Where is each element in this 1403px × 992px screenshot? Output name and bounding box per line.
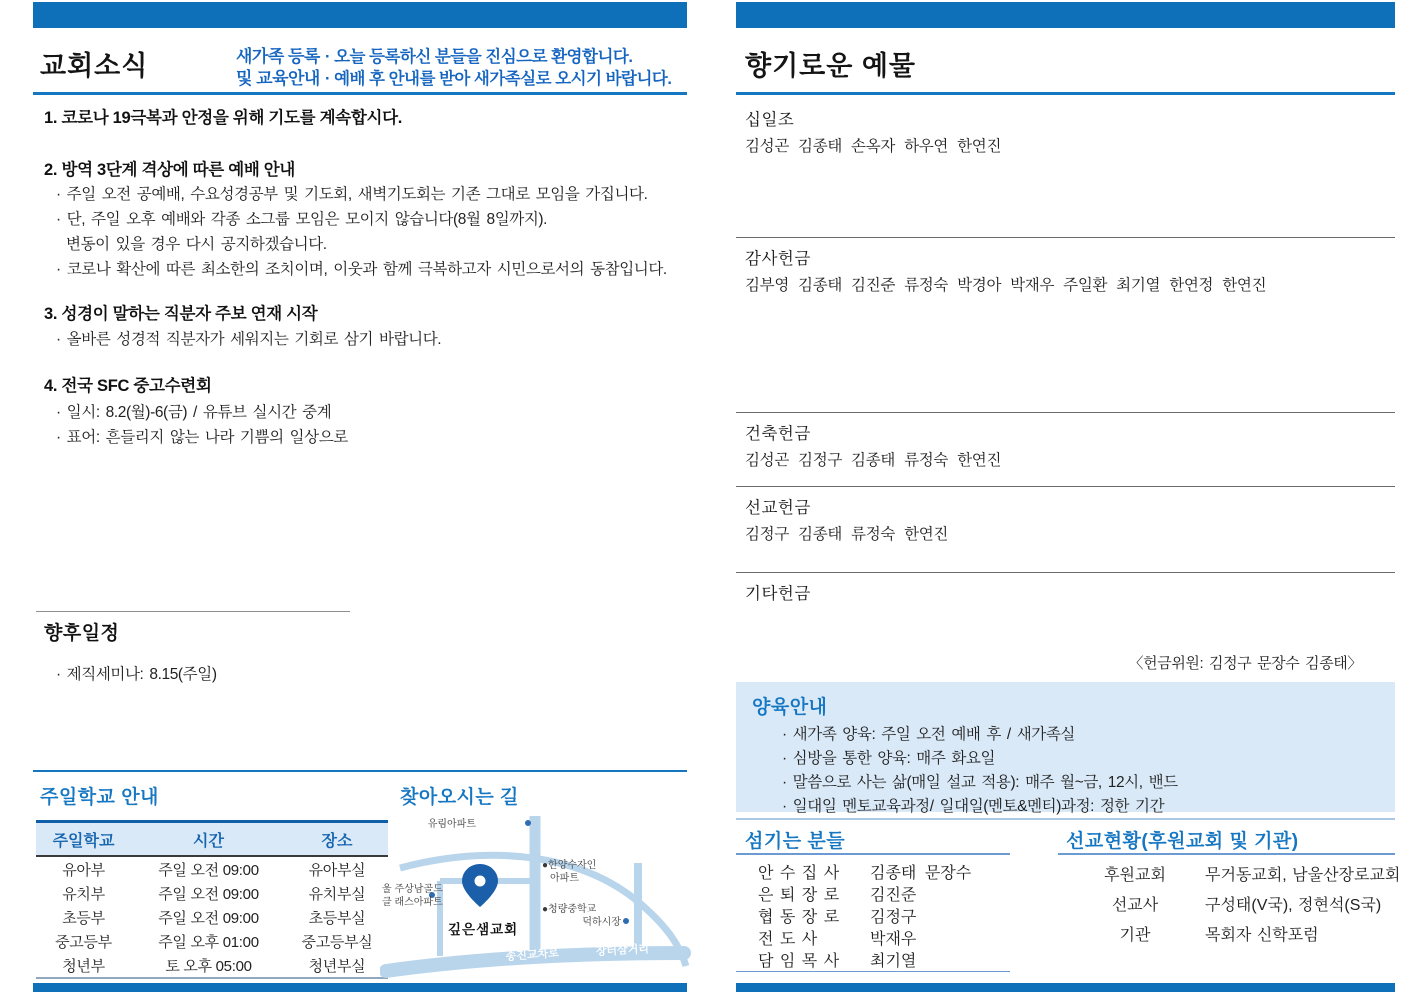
offering-committee: 〈헌금위원: 김정구 문장수 김종태〉 — [1128, 655, 1362, 672]
upcoming-item: · 제직세미나: 8.15(주일) — [56, 666, 217, 683]
servant-role-2: 은 퇴 장 로 — [758, 887, 841, 904]
table-row — [36, 929, 388, 953]
map-label-market: 덕하시장 — [582, 917, 621, 928]
offering-other-title: 기타헌금 — [745, 585, 811, 603]
mission-value-2: 구성태(V국), 정현석(S국) — [1205, 897, 1382, 914]
table-cell: 초등부 — [62, 909, 105, 927]
servant-names-5: 최기열 — [870, 953, 917, 970]
left-top-bar — [33, 2, 687, 28]
newcomer-label-line1: 새가족 등록 — [236, 47, 320, 66]
nurture-item-1: · 새가족 양육: 주일 오전 예배 후 / 새가족실 — [782, 726, 1075, 743]
offering-line-4 — [736, 572, 1395, 573]
table-cell: 청년부실 — [286, 953, 388, 978]
left-page-title: 교회소식 — [40, 51, 149, 81]
missions-underline — [1058, 853, 1395, 855]
table-cell: 중고등부 — [55, 933, 112, 951]
map-label-school: ●청량중학교 — [542, 904, 597, 915]
servant-names-3: 김정구 — [870, 909, 917, 926]
mission-value-3: 목회자 신학포럼 — [1205, 927, 1319, 944]
table-row — [36, 905, 388, 929]
church-pin-dot — [475, 876, 486, 887]
announcement-2-line-1: · 주일 오전 공예배, 수요성경공부 및 기도회, 새벽기도회는 기존 그대로 모임을 가집니다. — [56, 186, 648, 203]
servant-names-4: 박재우 — [870, 931, 917, 948]
table-header-time: 시간 — [131, 822, 286, 857]
table-header-place: 장소 — [286, 822, 388, 857]
announcement-3-title: 3. 성경이 말하는 직분자 주보 연재 시작 — [44, 305, 318, 323]
offering-line-2 — [736, 412, 1395, 413]
left-bottom-bar — [33, 983, 687, 992]
map-label-hanyang-1: ●한양수자인 — [542, 860, 597, 871]
mission-value-1: 무거동교회, 남울산장로교회 — [1205, 867, 1401, 884]
offering-tithe-names: 김성곤 김종태 손옥자 하우연 한연진 — [745, 138, 1002, 155]
newcomer-bullet-1: · 오늘 등록하신 분들을 진심으로 환영합니다. — [325, 48, 633, 66]
right-top-bar — [736, 2, 1395, 28]
map-label-yurim: 유림아파트 — [427, 819, 476, 830]
table-cell: 중고등부실 — [301, 933, 373, 951]
servants-bottom-line — [736, 971, 1010, 972]
servants-title: 섬기는 분들 — [745, 831, 846, 852]
table-header-row — [36, 822, 388, 857]
announcement-2-line-2: · 단, 주일 오후 예배와 각종 소그룹 모임은 모이지 않습니다(8월 8일까지). — [56, 211, 548, 228]
table-cell: 유치부실 — [308, 885, 366, 903]
left-bottom-section-line — [33, 770, 687, 772]
table-row — [36, 881, 388, 905]
left-header-divider — [33, 92, 687, 95]
servants-underline — [736, 853, 1010, 855]
table-cell: 유아부실 — [308, 861, 366, 879]
map-label-gold-2: 클 래스아파트 — [382, 897, 443, 908]
announcement-4-title: 4. 전국 SFC 중고수련회 — [44, 377, 212, 395]
servant-names-1: 김종태 문장수 — [870, 865, 972, 882]
table-cell: 초등부실 — [308, 909, 366, 927]
offering-line-1 — [736, 237, 1395, 238]
upcoming-title: 향후일정 — [44, 623, 120, 644]
poi-dot-market — [623, 918, 629, 924]
map-road-label-1: 송진교차로 — [505, 947, 560, 963]
servant-role-3: 협 동 장 로 — [758, 909, 841, 926]
table-row — [36, 953, 388, 978]
servant-role-1: 안 수 집 사 — [758, 865, 841, 882]
sunday-school-table — [36, 820, 388, 979]
right-page-title: 향기로운 예물 — [745, 51, 916, 81]
offering-thanks-names: 김부영 김종태 김진준 류정숙 박경아 박재우 주일환 최기열 한연정 한연진 — [745, 277, 1267, 294]
directions-map — [380, 808, 692, 984]
map-label-hanyang-2: 아파트 — [550, 873, 579, 884]
poi-dot-yurim — [525, 820, 531, 826]
right-header-divider — [736, 92, 1395, 95]
table-cell: 토 오후 05:00 — [131, 953, 286, 978]
announcement-2-line-3: 변동이 있을 경우 다시 공지하겠습니다. — [66, 236, 327, 253]
servant-names-2: 김진준 — [870, 887, 917, 904]
upcoming-top-line — [36, 611, 350, 612]
announcement-2-line-4: · 코로나 확산에 따른 최소한의 조치이며, 이웃과 함께 극복하고자 시민으로서의 동참입니다. — [56, 261, 667, 278]
announcement-2-title: 2. 방역 3단계 격상에 따른 예배 안내 — [44, 161, 296, 179]
servant-role-4: 전 도 사 — [758, 931, 819, 948]
offering-building-names: 김성곤 김정구 김종태 류정숙 한연진 — [745, 452, 1002, 469]
map-label-gold-1: 울 주상남골드 — [382, 884, 443, 895]
offering-line-3 — [736, 486, 1395, 487]
nurture-item-3: · 말씀으로 사는 삶(매일 설교 적용): 매주 월~금, 12시, 밴드 — [782, 774, 1178, 791]
servant-role-5: 담 임 목 사 — [758, 953, 841, 970]
table-header-dept: 주일학교 — [36, 822, 131, 857]
table-cell: 청년부 — [36, 953, 131, 978]
mission-label-3: 기관 — [1119, 927, 1151, 944]
newcomer-bullet-2: · 예배 후 안내를 받아 새가족실로 오시기 바랍니다. — [325, 70, 672, 88]
offering-mission-title: 선교헌금 — [745, 499, 811, 517]
map-label-church: 깊은샘교회 — [448, 922, 519, 937]
map-road-label-2: 장터삼거리 — [595, 943, 650, 958]
announcement-1-title: 1. 코로나 19극복과 안정을 위해 기도를 계속합시다. — [44, 109, 403, 127]
nurture-title: 양육안내 — [752, 697, 828, 718]
mission-label-1: 후원교회 — [1104, 867, 1166, 884]
directions-title: 찾아오시는 길 — [400, 787, 519, 808]
nurture-item-4: · 일대일 멘토교육과정/ 일대일(멘토&멘티)과정: 정한 기간 — [782, 798, 1165, 815]
offering-tithe-title: 십일조 — [745, 111, 795, 129]
table-cell: 유치부 — [62, 885, 105, 903]
offering-thanks-title: 감사헌금 — [745, 250, 811, 268]
newcomer-label-line2: 및 교육안내 — [236, 69, 320, 88]
announcement-4-line-2: · 표어: 흔들리지 않는 나라 기쁨의 일상으로 — [56, 429, 348, 446]
sunday-school-title: 주일학교 안내 — [40, 787, 159, 808]
offering-building-title: 건축헌금 — [745, 425, 811, 443]
mission-label-2: 선교사 — [1111, 897, 1159, 914]
announcement-3-line-1: · 올바른 성경적 직분자가 세워지는 기회로 삼기 바랍니다. — [56, 331, 442, 348]
right-bottom-section-line — [736, 818, 1395, 820]
table-cell: 주일 오전 09:00 — [158, 909, 259, 927]
table-cell: 주일 오전 09:00 — [158, 861, 259, 879]
table-cell: 유아부 — [62, 861, 105, 879]
nurture-item-2: · 심방을 통한 양육: 매주 화요일 — [782, 750, 996, 767]
missions-title: 선교현황(후원교회 및 기관) — [1066, 831, 1299, 852]
table-cell: 주일 오후 01:00 — [158, 933, 259, 951]
table-row — [36, 856, 388, 881]
announcement-4-line-1: · 일시: 8.2(월)-6(금) / 유튜브 실시간 중계 — [56, 404, 332, 421]
right-bottom-bar — [736, 983, 1395, 992]
table-cell: 주일 오전 09:00 — [158, 885, 259, 903]
offering-mission-names: 김정구 김종태 류정숙 한연진 — [745, 526, 949, 543]
